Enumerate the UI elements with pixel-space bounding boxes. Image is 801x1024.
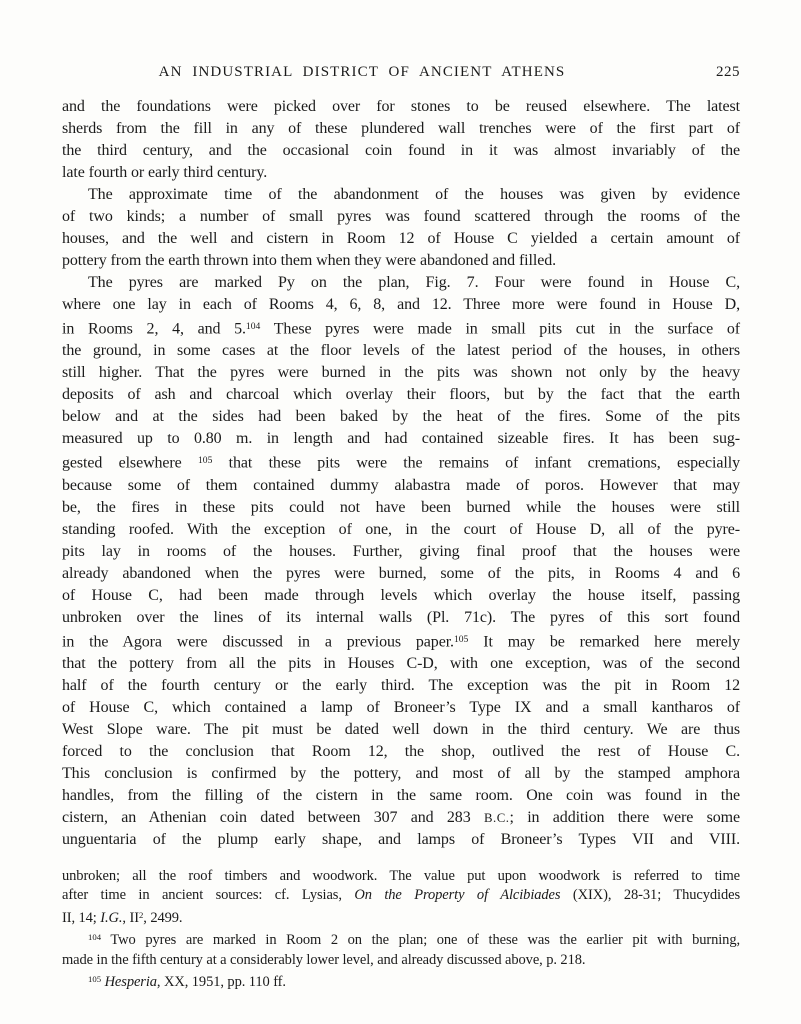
text-line	[62, 184, 740, 206]
text-line	[62, 867, 740, 887]
text-segment: pits lay in rooms of the houses. Further, giving final proof that the houses were	[62, 542, 740, 560]
text-segment: in Rooms 2, 4, and 5.	[62, 320, 246, 338]
text-segment: II, 14;	[62, 909, 101, 926]
text-segment: half of the fourth century or the early third. The exception was the pit in Room 12	[62, 676, 740, 694]
text-line	[62, 406, 740, 428]
italic-text: Hesperia	[104, 974, 157, 991]
page-number: 225	[716, 64, 740, 80]
text-segment: where one lay in each of Rooms 4, 6, 8, and 12. Three more were found in House D,	[62, 296, 740, 313]
text-line	[62, 741, 740, 763]
text-line	[62, 118, 740, 140]
text-line	[62, 585, 740, 607]
text-segment: in the Agora were discussed in a previous paper.	[62, 632, 454, 650]
text-line	[62, 970, 740, 992]
text-line	[62, 719, 740, 741]
text-segment: It may be remarked here merely	[468, 632, 740, 650]
text-line	[62, 629, 740, 653]
text-segment: already abandoned when the pyres were burned, some of the pits, in Rooms 4 and 6	[62, 564, 740, 582]
text-segment: unbroken over the lines of its internal walls (Pl. 71c). The pyres of this sort found	[62, 608, 740, 626]
text-line	[62, 785, 740, 807]
text-segment: late fourth or early third century.	[62, 164, 268, 181]
text-line	[62, 96, 740, 118]
text-segment: the third century, and the occasional coin found in it was almost invariably of the	[62, 142, 740, 159]
text-line	[62, 519, 740, 541]
footnote-marker: 104	[88, 932, 102, 943]
text-segment: ; in addition there were some	[509, 808, 741, 826]
text-line	[62, 928, 740, 950]
text-segment: made in the fifth century at a considerably lower level, and already discussed above, p. 218.	[62, 951, 586, 968]
text-line	[62, 829, 740, 851]
text-segment: , 2499.	[143, 909, 183, 926]
italic-text: I.G.	[100, 909, 123, 926]
paragraph	[62, 96, 740, 184]
page-header	[62, 62, 740, 83]
text-segment: The pyres are marked Py on the plan, Fig. 7. Four were found in House C,	[88, 274, 740, 291]
footnote-marker: 2	[138, 909, 144, 920]
footnote-marker: 105	[197, 455, 213, 467]
text-segment: still higher. That the pyres were burned in the pits was shown not only by the heavy	[62, 364, 740, 382]
text-line	[62, 541, 740, 563]
text-segment: measured up to 0.80 m. in length and had contained sizeable fires. It has been sug-	[62, 430, 740, 448]
text-segment: be, the fires in these pits could not have been burned while the houses were still	[62, 498, 740, 516]
text-segment: below and at the sides had been baked by the heat of the fires. Some of the pits	[62, 408, 740, 426]
text-segment: the ground, in some cases at the floor levels of the latest period of the houses, in others	[62, 342, 740, 360]
text-line	[62, 951, 740, 971]
text-segment: that the pottery from all the pits in Houses C-D, with one exception, was of the second	[62, 654, 740, 672]
text-segment: that these pits were the remains of infant cremations, especially	[212, 454, 740, 472]
text-segment: of two kinds; a number of small pyres was found scattered through the rooms of the	[62, 208, 740, 225]
text-line	[62, 697, 740, 719]
text-segment: deposits of ash and charcoal which overlay their floors, but by the fact that the earth	[62, 386, 740, 404]
text-line	[62, 886, 740, 906]
text-segment: of House C, which contained a lamp of Broneer’s Type IX and a small kantharos of	[62, 698, 740, 716]
text-segment: standing roofed. With the exception of one, in the court of House D, all of the pyre-	[62, 520, 740, 538]
text-line	[62, 653, 740, 675]
text-segment: These pyres were made in small pits cut in the surface of	[260, 320, 740, 338]
text-segment: , XX, 1951, pp. 110 ff.	[156, 974, 286, 991]
text-segment: handles, from the filling of the cistern in the same room. One coin was found in the	[62, 786, 740, 804]
text-segment: of House C, had been made through levels which overlay the house itself, passing	[62, 586, 740, 604]
footnote-marker: 104	[245, 321, 261, 332]
text-segment: sherds from the fill in any of these plundered wall trenches were of the first part of	[62, 120, 740, 137]
paragraph	[62, 272, 740, 851]
text-line	[62, 316, 740, 340]
text-line	[62, 162, 740, 184]
text-segment: unbroken; all the roof timbers and woodwork. The value put upon woodwork is referred to time	[62, 867, 740, 884]
text-line	[62, 607, 740, 629]
text-segment: gested elsewhere	[62, 454, 198, 472]
text-line	[62, 563, 740, 585]
footnote-marker: 105	[88, 974, 102, 985]
text-segment: This conclusion is confirmed by the pottery, and most of all by the stamped amphora	[62, 764, 740, 782]
text-segment: Two pyres are marked in Room 2 on the plan; one of these was the earlier pit with burning,	[101, 932, 740, 949]
paragraph	[62, 970, 740, 992]
small-caps-text: B.C.	[483, 810, 510, 825]
paragraph	[62, 867, 740, 928]
paragraph	[62, 184, 740, 272]
italic-text: On the Property of Alcibiades	[354, 887, 561, 904]
text-segment: , II	[122, 909, 139, 926]
text-segment: pottery from the earth thrown into them when they were abandoned and filled.	[62, 252, 557, 269]
text-line	[62, 450, 740, 474]
text-line	[62, 272, 740, 294]
footnotes	[62, 867, 740, 993]
text-segment: houses, and the well and cistern in Room 12 of House C yielded a certain amount of	[62, 230, 740, 247]
text-line	[62, 250, 740, 272]
footnote-marker: 105	[453, 633, 469, 645]
text-line	[62, 497, 740, 519]
text-segment: because some of them contained dummy alabastra made of poros. However that may	[62, 476, 740, 494]
text-line	[62, 140, 740, 162]
text-line	[62, 384, 740, 406]
text-segment: forced to the conclusion that Room 12, the shop, outlived the rest of House C.	[62, 742, 740, 760]
text-line	[62, 362, 740, 384]
text-line	[62, 340, 740, 362]
text-line	[62, 294, 740, 316]
text-line	[62, 475, 740, 497]
text-line	[62, 206, 740, 228]
text-segment: after time in ancient sources: cf. Lysias,	[62, 887, 355, 904]
text-line	[62, 675, 740, 697]
text-segment: (XIX), 28-31; Thucydides	[560, 887, 741, 904]
text-line	[62, 763, 740, 785]
running-title: AN INDUSTRIAL DISTRICT OF ANCIENT ATHENS	[158, 64, 566, 80]
text-line	[62, 807, 740, 829]
text-line	[62, 228, 740, 250]
paragraph	[62, 928, 740, 970]
text-segment: unguentaria of the plump early shape, and lamps of Broneer’s Types VII and VIII.	[62, 830, 740, 848]
text-segment: and the foundations were picked over for stones to be reused elsewhere. The latest	[62, 98, 740, 115]
text-segment: The approximate time of the abandonment of the houses was given by evidence	[88, 186, 740, 203]
body-text	[62, 96, 740, 851]
text-segment: cistern, an Athenian coin dated between 307 and 283	[62, 808, 484, 826]
text-line	[62, 906, 740, 928]
text-line	[62, 428, 740, 450]
text-segment: West Slope ware. The pit must be dated well down in the third century. We are thus	[62, 720, 740, 738]
